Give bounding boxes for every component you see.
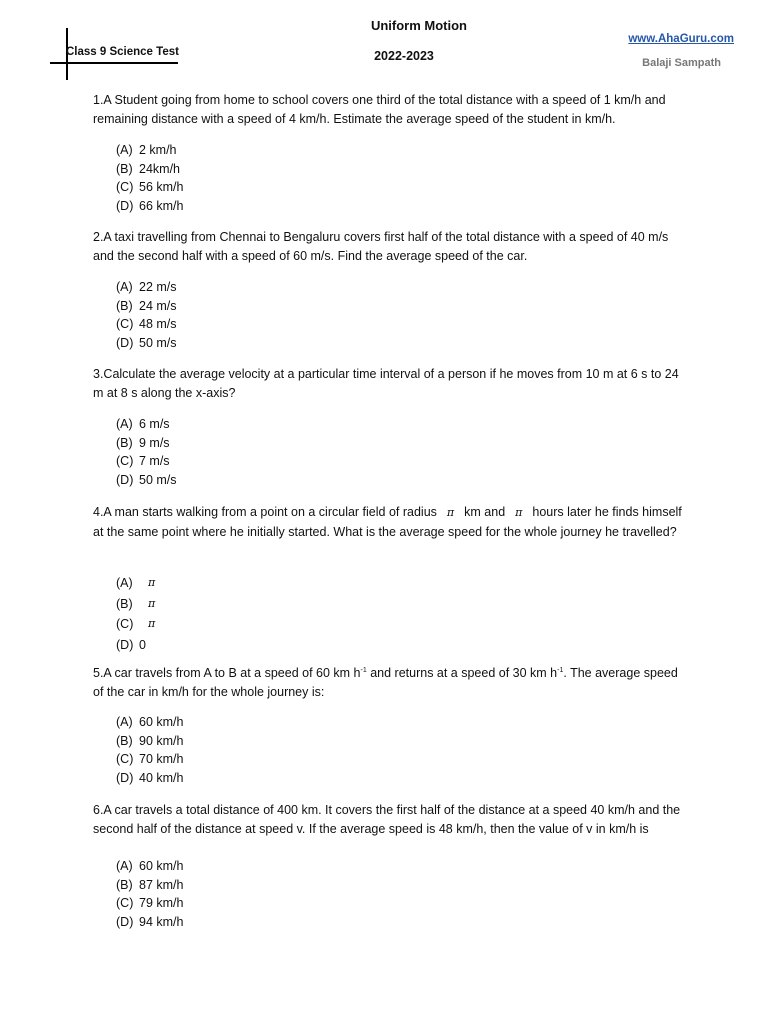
question-1: 1.A Student going from home to school covers one third of the total distance with a speed of 1 km/h and remaining distance with a speed of 4 km/h. Estimate the average speed of the student in km/h. [93,93,666,126]
option: (A) π [116,576,156,590]
option: (B) 9 m/s [116,435,170,450]
pi-symbol: π [515,506,523,519]
option: (C) 70 km/h [116,752,184,767]
question-5: 5.A car travels from A to B at a speed of 60 km $h^{-1}$ and returns at a speed of 30 km $h^{-1}$. The average speed of the car in km/h for the whole journey is: [93,666,678,699]
superscript: -1 [360,667,367,674]
option: (C) π [116,617,156,631]
superscript: -1 [557,667,564,674]
question-5-options [116,713,183,787]
question-4-text-mid: km and [464,505,506,519]
question-2-options [116,278,177,352]
question-4-text-end: hours later he finds himself at the same point where he initially started. What is the average speed for the whole journey he travelled? [93,505,682,539]
author-name: Balaji Sampath [642,57,721,69]
option: (D) 66 km/h [116,198,184,213]
option: (B) 90 km/h [116,733,184,748]
question-3: 3.Calculate the average velocity at a particular time interval of a person if he moves from 10 m at 6 s to 24 m at 8 s along the x-axis? [93,367,679,400]
option: (D) 0 [116,637,146,652]
option: (A) 60 km/h [116,859,184,873]
option: (B) π [116,596,156,611]
question-3-options [116,415,177,489]
option: (A) 22 m/s [116,280,177,294]
option: (A) 60 km/h [116,715,184,729]
question-2: 2.A taxi travelling from Chennai to Bengaluru covers first half of the total distance with a speed of 40 m/s and the second half with a speed of 60 m/s. Find the average speed of the car. [93,230,669,263]
option: (C) 56 km/h [116,180,184,195]
question-6-options [116,857,183,931]
page-title: Uniform Motion [370,18,468,33]
option: (D) 94 km/h [116,914,184,929]
question-4-options [116,573,165,655]
option: (D) 50 m/s [116,472,177,487]
pi-symbol: π [446,506,455,519]
option: (B) 87 km/h [116,877,184,892]
academic-year: 2022-2023 [374,49,434,63]
website-link[interactable]: www.AhaGuru.com [628,33,734,45]
option: (C) 79 km/h [116,896,184,911]
question-1-options [116,141,183,215]
option: (D) 40 km/h [116,770,184,785]
question-4-text-start: 4.A man starts walking from a point on a circular field of radius [93,505,437,519]
option: (C) 48 m/s [116,317,177,332]
option: (B) 24km/h [116,161,180,176]
option: (C) 7 m/s [116,454,170,469]
option: (A) 6 m/s [116,417,170,431]
class-label: Class 9 Science Test [66,46,179,58]
option: (B) 24 m/s [116,298,177,313]
question-4 [93,503,683,541]
option: (A) 2 km/h [116,143,177,157]
option: (D) 50 m/s [116,335,177,350]
question-6: 6.A car travels a total distance of 400 km. It covers the first half of the distance at a speed 40 km/h and the second half of the distance at speed v. If the average speed is 48 km/h, then the value of v in km/h is [93,803,681,836]
